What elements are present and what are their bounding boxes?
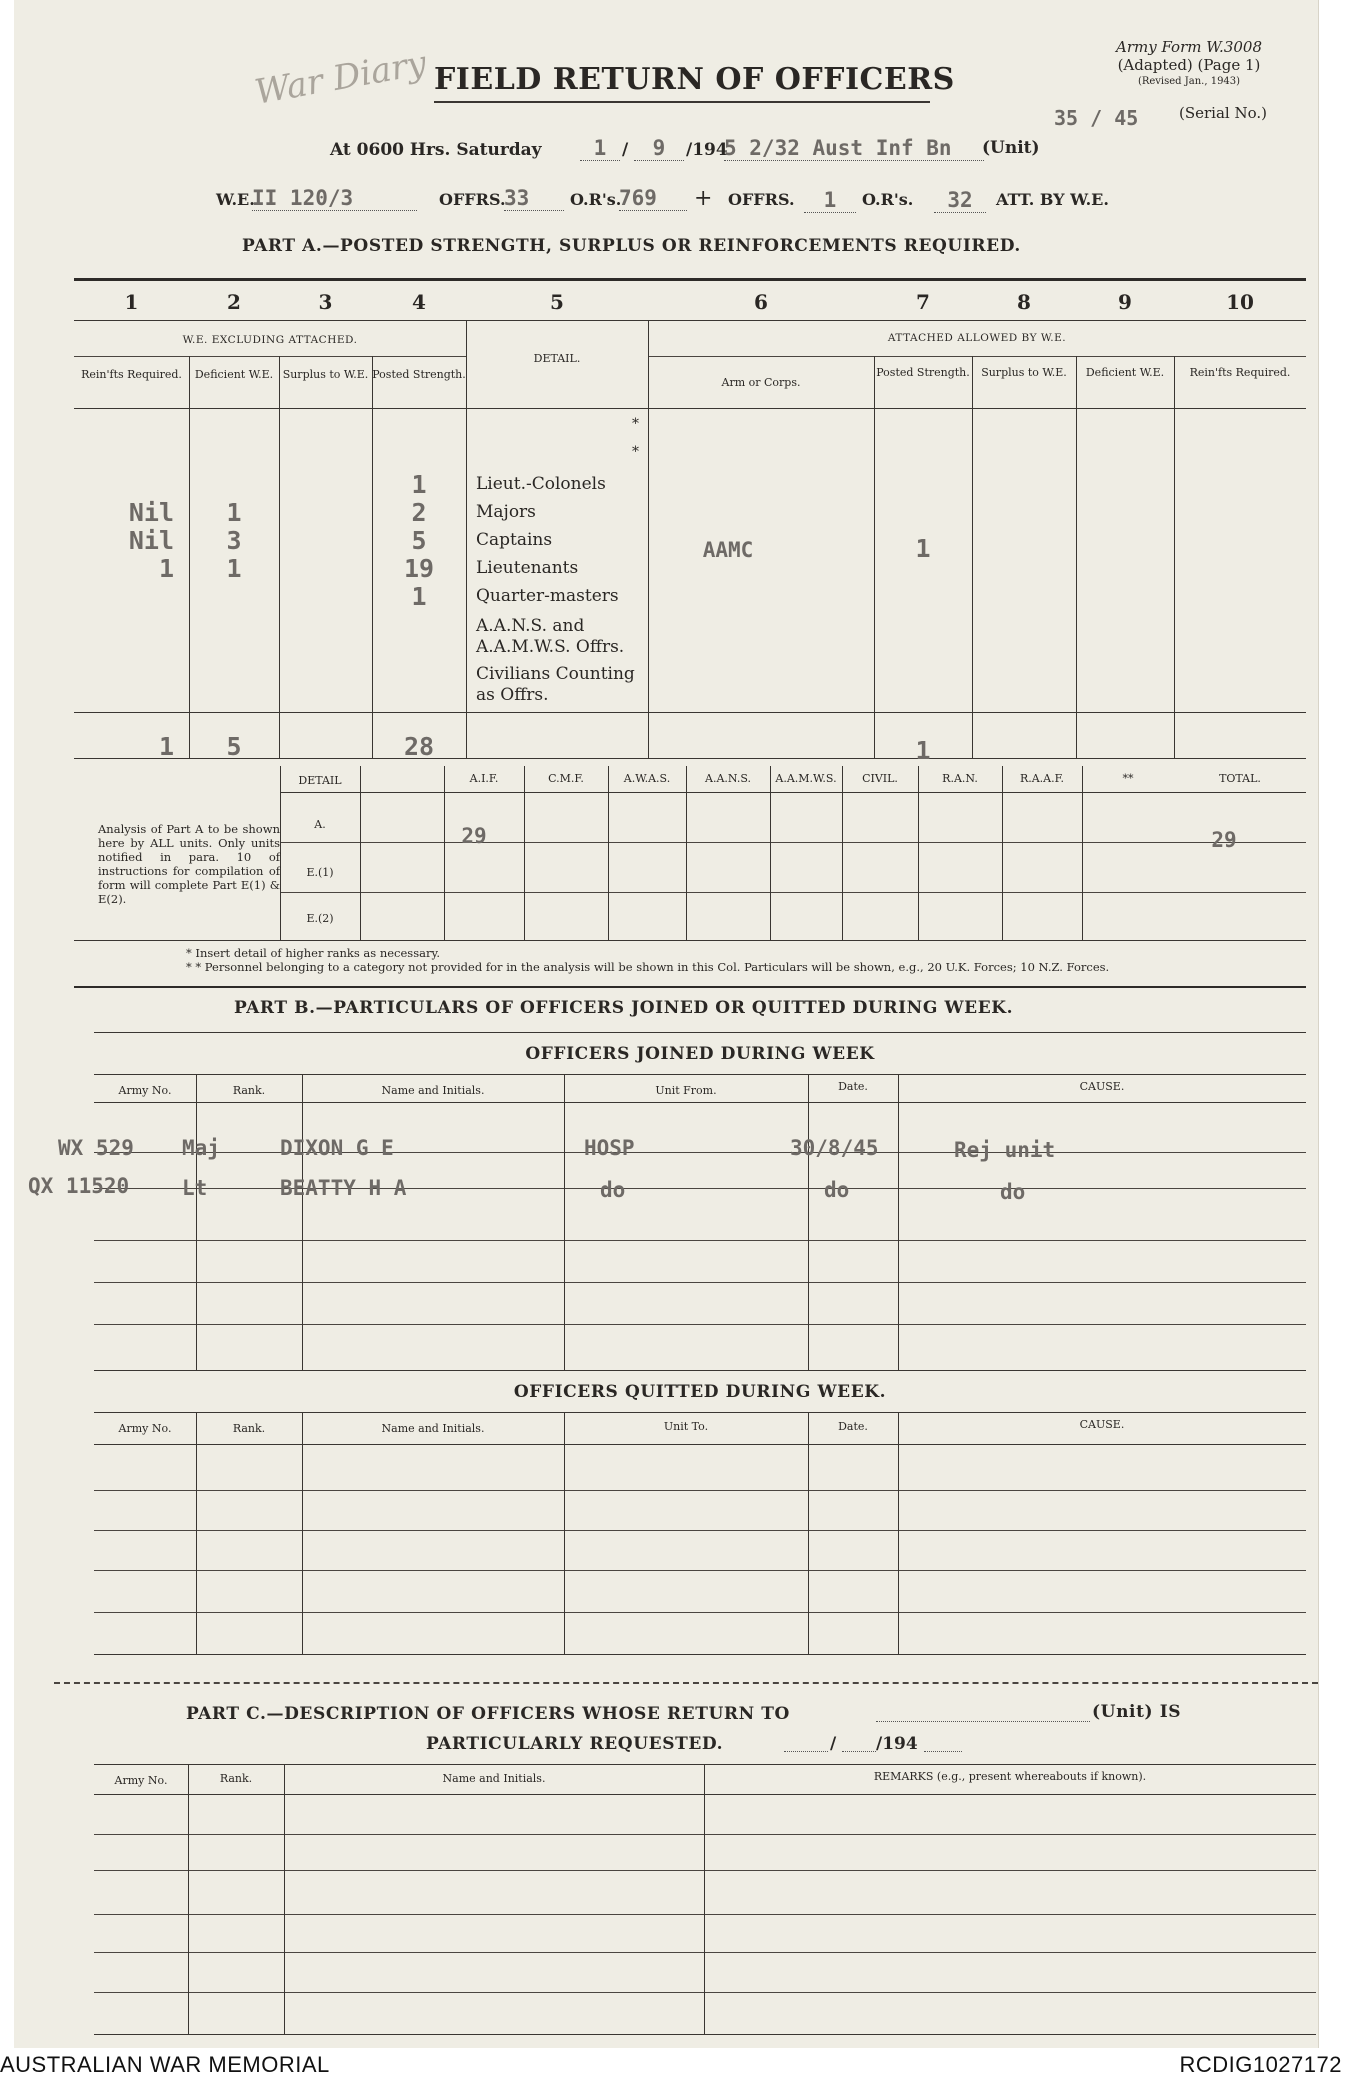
col-number-4: 4	[412, 290, 426, 314]
analysis-total-a: 29	[1211, 828, 1237, 852]
col-number-7: 7	[916, 290, 930, 314]
reinfts-lieutenants: 1	[158, 554, 174, 583]
posted-captains: 5	[411, 526, 427, 555]
ors-label: O.R's.	[570, 190, 622, 209]
joined-row1-name: DIXON G E	[280, 1136, 394, 1160]
total-posted: 28	[403, 732, 435, 761]
att-posted-value: 1	[915, 534, 931, 563]
ors-value: 769	[619, 186, 687, 211]
form-sheet	[14, 0, 1319, 2048]
analysis-aif-a: 29	[461, 824, 487, 848]
we-excluding-header: W.E. EXCLUDING ATTACHED.	[182, 334, 358, 346]
part-a-heading: PART A.—POSTED STRENGTH, SURPLUS OR REINFORCEMENTS REQUIRED.	[242, 236, 1021, 256]
joined-head-unit-from: Unit From.	[655, 1084, 717, 1097]
analysis-note: Analysis of Part A to be shown here by ALL units. Only units notified in para. 10 of instructions for compilation of form will complete Part E(1) & E(2).	[98, 822, 280, 906]
subhead-att-surplus: Surplus to W.E.	[981, 366, 1067, 379]
part-c-day-blank	[784, 1734, 828, 1752]
deficient-lieutenants: 1	[226, 554, 242, 583]
col-number-2: 2	[227, 290, 241, 314]
total-reinfts: 1	[158, 732, 174, 761]
quitted-head-name: Name and Initials.	[381, 1422, 485, 1435]
footnote-1: * Insert detail of higher ranks as necessary.	[186, 946, 441, 960]
analysis-head-awas: A.W.A.S.	[623, 772, 671, 785]
total-deficient: 5	[226, 732, 242, 761]
subhead-reinfts: Rein'fts Required.	[81, 368, 182, 381]
part-c-unit-blank	[876, 1704, 1090, 1722]
unit-value: 5 2/32 Aust Inf Bn	[724, 136, 984, 161]
col-number-1: 1	[124, 290, 139, 314]
day-value: 1	[580, 136, 620, 161]
quitted-head-army-no: Army No.	[118, 1422, 172, 1435]
analysis-row-e1: E.(1)	[306, 866, 334, 879]
subhead-surplus: Surplus to W.E.	[282, 368, 369, 381]
col-number-5: 5	[550, 290, 564, 314]
analysis-head-total: TOTAL.	[1219, 772, 1261, 785]
deficient-captains: 3	[226, 526, 242, 555]
month-value: 9	[634, 136, 684, 161]
quitted-head-unit-to: Unit To.	[663, 1420, 709, 1433]
subhead-arm-corps: Arm or Corps.	[721, 376, 801, 389]
col-number-10: 10	[1226, 290, 1254, 314]
reinfts-captains: Nil	[128, 526, 174, 555]
rank-civilians: Civilians Counting as Offrs.	[476, 664, 635, 705]
analysis-head-aif: A.I.F.	[469, 772, 499, 785]
joined-row2-rank: Lt	[182, 1176, 208, 1200]
att-label: ATT. BY W.E.	[996, 190, 1109, 209]
analysis-head-ran: R.A.N.	[942, 772, 978, 785]
rank-lieut-colonels: Lieut.-Colonels	[476, 474, 606, 494]
posted-lieutenants: 19	[403, 554, 435, 583]
subhead-posted: Posted Strength.	[372, 368, 466, 381]
attached-allowed-header: ATTACHED ALLOWED BY W.E.	[887, 332, 1067, 344]
posted-lieut-colonels: 1	[411, 470, 427, 499]
joined-head-army-no: Army No.	[118, 1084, 172, 1097]
analysis-head-cmf: C.M.F.	[548, 772, 584, 785]
plus-sign: +	[694, 186, 713, 211]
perforation-line	[54, 1682, 1318, 1684]
joined-row1-date: 30/8/45	[790, 1136, 879, 1160]
ors2-value: 32	[934, 188, 986, 213]
posted-majors: 2	[411, 498, 427, 527]
offrs-value: 33	[504, 186, 564, 211]
part-c-line2: PARTICULARLY REQUESTED.	[426, 1734, 724, 1754]
joined-head-date: Date.	[838, 1080, 868, 1093]
date-slash: /	[622, 140, 629, 160]
joined-row2-cause: do	[1000, 1180, 1026, 1204]
deficient-majors: 1	[226, 498, 242, 527]
joined-row2-army-no: QX 11520	[28, 1174, 130, 1198]
joined-row1-cause: Rej unit	[954, 1138, 1056, 1162]
joined-row2-unit-from: do	[600, 1178, 626, 1202]
subhead-att-deficient: Deficient W.E.	[1085, 366, 1165, 379]
part-c-unit-label: (Unit) IS	[1092, 1702, 1182, 1722]
part-b-heading: PART B.—PARTICULARS OF OFFICERS JOINED OR QUITTED DURING WEEK.	[234, 998, 1014, 1018]
form-number: Army Form W.3008	[1116, 38, 1262, 56]
analysis-row-a: A.	[314, 818, 326, 831]
total-att-posted: 1	[915, 736, 931, 765]
col-number-3: 3	[318, 290, 333, 314]
part-c-head-army-no: Army No.	[114, 1774, 168, 1787]
page-title: FIELD RETURN OF OFFICERS	[434, 62, 955, 97]
form-revised: (Revised Jan., 1943)	[1137, 76, 1241, 87]
we-value: II 120/3	[252, 186, 417, 211]
year-prefix: /194	[686, 140, 728, 160]
part-c-year-blank	[924, 1734, 962, 1752]
footer-left: AUSTRALIAN WAR MEMORIAL	[0, 2052, 330, 2077]
col-number-9: 9	[1118, 290, 1132, 314]
analysis-head-aamws: A.A.M.W.S.	[775, 772, 837, 785]
joined-head-cause: CAUSE.	[1079, 1080, 1125, 1093]
offrs2-value: 1	[804, 188, 856, 213]
part-c-line1: PART C.—DESCRIPTION OF OFFICERS WHOSE RETURN TO	[186, 1704, 790, 1724]
joined-row1-army-no: WX 529	[58, 1136, 134, 1160]
arm-corps-value: AAMC	[702, 538, 754, 562]
rank-aans-aamws: A.A.N.S. and A.A.M.W.S. Offrs.	[476, 616, 625, 657]
title-underline	[434, 101, 930, 103]
analysis-head-raaf: R.A.A.F.	[1019, 772, 1065, 785]
subhead-deficient: Deficient W.E.	[194, 368, 274, 381]
rank-captains: Captains	[476, 530, 553, 550]
rank-majors: Majors	[476, 502, 536, 522]
part-c-head-name: Name and Initials.	[442, 1772, 546, 1785]
analysis-head-detail: DETAIL	[298, 774, 342, 787]
rank-quartermasters: Quarter-masters	[476, 586, 619, 606]
analysis-head-aans: A.A.N.S.	[705, 772, 751, 785]
joined-title: OFFICERS JOINED DURING WEEK	[525, 1044, 875, 1064]
part-c-head-rank: Rank.	[219, 1772, 253, 1785]
subhead-att-reinfts: Rein'fts Required.	[1189, 366, 1291, 379]
part-c-year: /194	[876, 1734, 918, 1754]
joined-row2-date: do	[824, 1178, 850, 1202]
part-c-slash: /	[830, 1734, 837, 1754]
posted-quartermasters: 1	[411, 582, 427, 611]
joined-row2-name: BEATTY H A	[280, 1176, 407, 1200]
analysis-head-civil: CIVIL.	[862, 772, 898, 785]
part-c-month-blank	[842, 1734, 876, 1752]
rank-lieutenants: Lieutenants	[476, 558, 579, 578]
quitted-head-date: Date.	[838, 1420, 868, 1433]
footnote-2: * * Personnel belonging to a category not provided for in the analysis will be shown in this Col. Particulars will be shown, e.g., 20 U.K. Forces; 10 N.Z. Forces.	[186, 960, 1110, 974]
time-label: At 0600 Hrs. Saturday	[330, 140, 542, 160]
part-c-head-remarks: REMARKS (e.g., present whereabouts if known).	[873, 1770, 1147, 1783]
joined-row1-unit-from: HOSP	[584, 1136, 635, 1160]
detail-header: DETAIL.	[533, 352, 581, 365]
joined-head-rank: Rank.	[232, 1084, 266, 1097]
reinfts-majors: Nil	[128, 498, 174, 527]
col-number-6: 6	[754, 290, 768, 314]
quitted-head-cause: CAUSE.	[1079, 1418, 1125, 1431]
war-diary-handwriting: War Diary	[251, 43, 430, 113]
star-1: *	[632, 416, 639, 432]
quitted-head-rank: Rank.	[232, 1422, 266, 1435]
star-2: *	[632, 444, 639, 460]
form-adapted: (Adapted) (Page 1)	[1117, 56, 1261, 74]
col-number-8: 8	[1017, 290, 1031, 314]
serial-number-value: 35 / 45	[1054, 106, 1139, 130]
offrs-label: OFFRS.	[439, 190, 506, 209]
footer-right: RCDIG1027172	[1179, 2052, 1342, 2077]
analysis-row-e2: E.(2)	[306, 912, 334, 925]
serial-number-label: (Serial No.)	[1179, 104, 1267, 122]
we-label: W.E.	[216, 190, 255, 209]
joined-row1-rank: Maj	[182, 1136, 220, 1160]
quitted-title: OFFICERS QUITTED DURING WEEK.	[513, 1382, 887, 1402]
unit-label: (Unit)	[982, 138, 1040, 158]
analysis-head-other: **	[1122, 772, 1134, 785]
offrs2-label: OFFRS.	[728, 190, 795, 209]
subhead-att-posted: Posted Strength.	[876, 366, 970, 379]
ors2-label: O.R's.	[862, 190, 914, 209]
joined-head-name: Name and Initials.	[381, 1084, 485, 1097]
